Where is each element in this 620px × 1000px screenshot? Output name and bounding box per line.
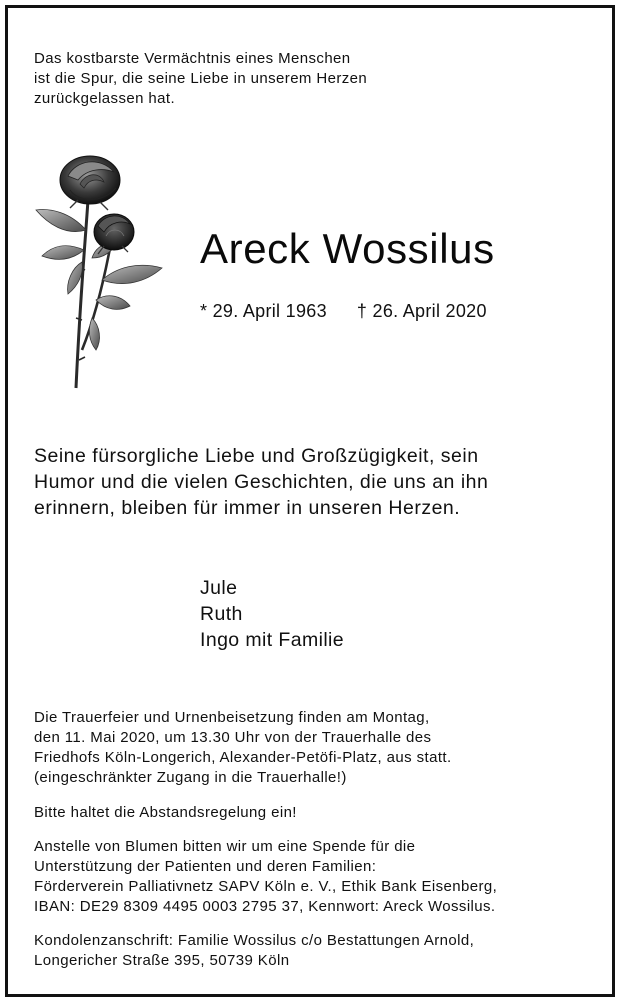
ceremony-line: Friedhofs Köln-Longerich, Alexander-Petöfi-Platz, aus statt. bbox=[34, 749, 452, 766]
mourner-name: Ingo mit Familie bbox=[200, 629, 345, 651]
tribute-line: erinnern, bleiben für immer in unseren Herzen. bbox=[34, 497, 461, 519]
tribute-line: Humor und die vielen Geschichten, die uns an ihn bbox=[34, 471, 489, 493]
epigraph-quote bbox=[34, 49, 367, 109]
deceased-name: Areck Wossilus bbox=[200, 225, 495, 272]
epigraph-line: zurückgelassen hat. bbox=[34, 90, 176, 107]
birth-date: * 29. April 1963 bbox=[200, 301, 327, 321]
rose-illustration bbox=[30, 150, 165, 395]
distance-notice: Bitte haltet die Abstandsregelung ein! bbox=[34, 804, 297, 821]
tribute-line: Seine fürsorgliche Liebe und Großzügigkeit, sein bbox=[34, 445, 479, 467]
epigraph-line: ist die Spur, die seine Liebe in unserem Herzen bbox=[34, 70, 368, 87]
mourner-name: Jule bbox=[200, 577, 238, 599]
donation-line: IBAN: DE29 8309 4495 0003 2795 37, Kennwort: Areck Wossilus. bbox=[34, 898, 496, 915]
mourner-name: Ruth bbox=[200, 603, 243, 625]
mourners-list bbox=[200, 575, 344, 653]
condolence-line: Kondolenzanschrift: Familie Wossilus c/o Bestattungen Arnold, bbox=[34, 932, 475, 949]
donation-request bbox=[34, 837, 497, 917]
donation-line: Anstelle von Blumen bitten wir um eine Spende für die bbox=[34, 838, 416, 855]
life-dates bbox=[200, 299, 487, 323]
ceremony-line: (eingeschränkter Zugang in die Trauerhalle!) bbox=[34, 769, 347, 786]
donation-line: Unterstützung der Patienten und deren Familien: bbox=[34, 858, 377, 875]
ceremony-line: den 11. Mai 2020, um 13.30 Uhr von der Trauerhalle des bbox=[34, 729, 432, 746]
death-date: † 26. April 2020 bbox=[356, 301, 487, 321]
donation-line: Förderverein Palliativnetz SAPV Köln e. V., Ethik Bank Eisenberg, bbox=[34, 878, 498, 895]
condolence-line: Longericher Straße 395, 50739 Köln bbox=[34, 952, 290, 969]
ceremony-details bbox=[34, 708, 452, 788]
condolence-address bbox=[34, 931, 474, 971]
tribute-text bbox=[34, 443, 488, 521]
epigraph-line: Das kostbarste Vermächtnis eines Menschen bbox=[34, 50, 351, 67]
ceremony-line: Die Trauerfeier und Urnenbeisetzung finden am Montag, bbox=[34, 709, 430, 726]
